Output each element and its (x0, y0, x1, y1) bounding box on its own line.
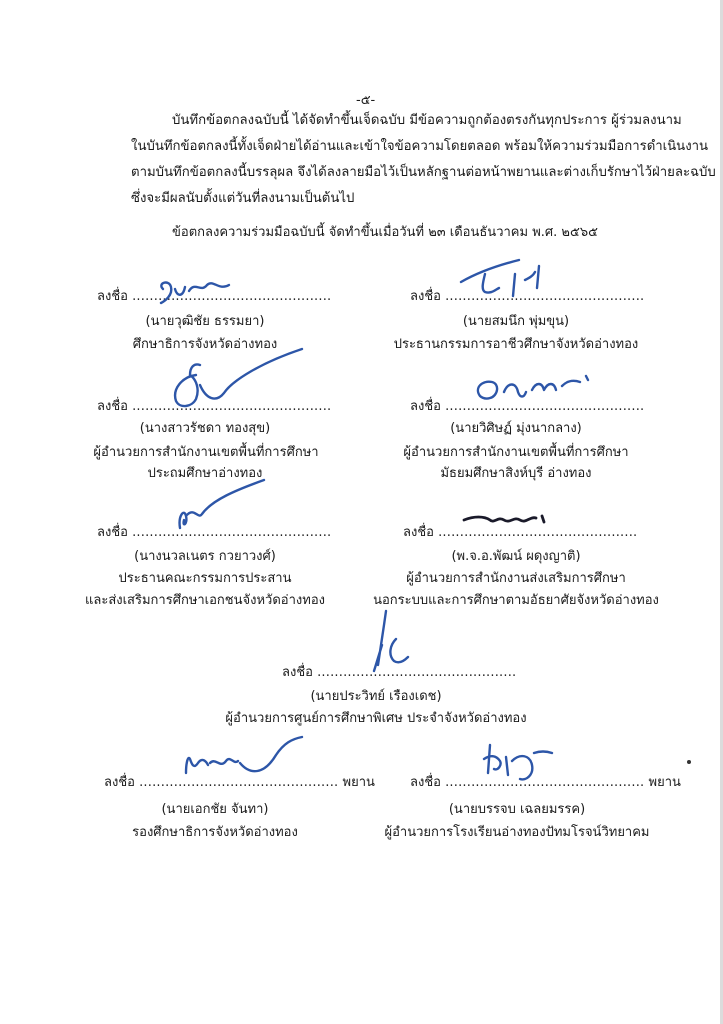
signature-dots: .............................................. (445, 775, 645, 790)
paragraph-line-1: บันทึกข้อตกลงฉบับนี้ ได้จัดทำขึ้นเจ็ดฉบับ มีข้อความถูกต้องตรงกันทุกประการ ผู้ร่วมลงนาม (172, 113, 682, 128)
signature-dots: .............................................. (445, 289, 645, 304)
sign-label: ลงชื่อ (104, 775, 135, 790)
signatory-name: (นายวิศิษฏ์ มุ่งนากลาง) (450, 421, 582, 436)
sign-label: ลงชื่อ (403, 525, 434, 540)
signature-dots: .............................................. (139, 775, 339, 790)
witness-signature-2 (480, 735, 560, 785)
sign-label: ลงชื่อ (410, 775, 441, 790)
signatory-name: (นายสมนึก พุ่มขุน) (462, 314, 570, 329)
sign-label: ลงชื่อ (410, 289, 441, 304)
witness-label: พยาน (342, 775, 375, 790)
sign-label: ลงชื่อ (97, 525, 128, 540)
signatory-position-line-2: มัธยมศึกษาสิงห์บุรี อ่างทอง (440, 466, 592, 481)
scan-speck (687, 760, 691, 764)
signature-1 (155, 275, 235, 305)
signatory-name: (นางสาวรัชดา ทองสุข) (139, 421, 271, 436)
date-line: ข้อตกลงความร่วมมือฉบับนี้ จัดทำขึ้นเมื่อวันที่ ๒๓ เดือนธันวาคม พ.ศ. ๒๕๖๕ (172, 225, 598, 240)
signature-dots: .............................................. (317, 665, 517, 680)
sign-label: ลงชื่อ (97, 289, 128, 304)
signature-3 (160, 345, 310, 420)
witness-position: รองศึกษาธิการจังหวัดอ่างทอง (132, 825, 298, 840)
witness-name: (นายเอกชัย จันทา) (161, 802, 269, 817)
signatory-position-line-1: ผู้อำนวยการสำนักงานเขตพื้นที่การศึกษา (93, 445, 319, 460)
signature-dots: .............................................. (438, 525, 638, 540)
witness-signature-1 (180, 735, 310, 780)
signature-dots: .............................................. (132, 525, 332, 540)
witness-position: ผู้อำนวยการโรงเรียนอ่างทองปัทมโรจน์วิทยาคม (384, 825, 650, 840)
sign-label: ลงชื่อ (410, 399, 441, 414)
signatory-position: ผู้อำนวยการศูนย์การศึกษาพิเศษ ประจำจังหวัดอ่างทอง (225, 711, 527, 726)
signatory-position-line-1: ผู้อำนวยการสำนักงานส่งเสริมการศึกษา (406, 571, 626, 586)
signatory-position: ศึกษาธิการจังหวัดอ่างทอง (132, 337, 278, 352)
paragraph-line-4: ซึ่งจะมีผลนับตั้งแต่วันที่ลงนามเป็นต้นไป (131, 191, 355, 206)
signature-7 (360, 605, 430, 675)
signatory-position: ประธานกรรมการอาชีวศึกษาจังหวัดอ่างทอง (393, 337, 639, 352)
signature-2 (455, 252, 555, 302)
signatory-position-line-1: ผู้อำนวยการสำนักงานเขตพื้นที่การศึกษา (403, 445, 629, 460)
sign-label: ลงชื่อ (97, 399, 128, 414)
signatory-name: (นางนวลเนตร กวยาวงศ์) (134, 549, 276, 564)
signature-5 (172, 476, 272, 536)
signatory-name: (นายประวิทย์ เรืองเดช) (310, 689, 442, 704)
signature-dots: .............................................. (445, 399, 645, 414)
signature-6 (460, 510, 550, 532)
page-number: -๕- (356, 93, 376, 108)
signatory-position-line-2: ประถมศึกษาอ่างทอง (147, 466, 263, 481)
signatory-position-line-1: ประธานคณะกรรมการประสาน (118, 571, 292, 586)
paragraph-line-3: ตามบันทึกข้อตกลงนี้บรรลุผล จึงได้ลงลายมือไว้เป็นหลักฐานต่อหน้าพยานและต่างเก็บรักษาไว้ฝ่ายละฉบับ (131, 165, 716, 180)
signature-4 (470, 368, 600, 408)
witness-name: (นายบรรจบ เฉลยมรรค) (448, 802, 586, 817)
signatory-position-line-2: และส่งเสริมการศึกษาเอกชนจังหวัดอ่างทอง (85, 593, 325, 608)
witness-label: พยาน (648, 775, 681, 790)
signatory-name: (พ.จ.อ.พัฒน์ ผดุงญาติ) (451, 549, 581, 564)
sign-label: ลงชื่อ (282, 665, 313, 680)
signatory-position-line-2: นอกระบบและการศึกษาตามอัธยาศัยจังหวัดอ่างทอง (373, 593, 659, 608)
paragraph-line-2: ในบันทึกข้อตกลงนี้ทั้งเจ็ดฝ่ายได้อ่านและเข้าใจข้อความโดยตลอด พร้อมให้ความร่วมมือการดำเนินงาน (131, 139, 709, 154)
signature-dots: .............................................. (132, 399, 332, 414)
signature-dots: .............................................. (132, 289, 332, 304)
signatory-name: (นายวุฒิชัย ธรรมยา) (145, 314, 265, 329)
